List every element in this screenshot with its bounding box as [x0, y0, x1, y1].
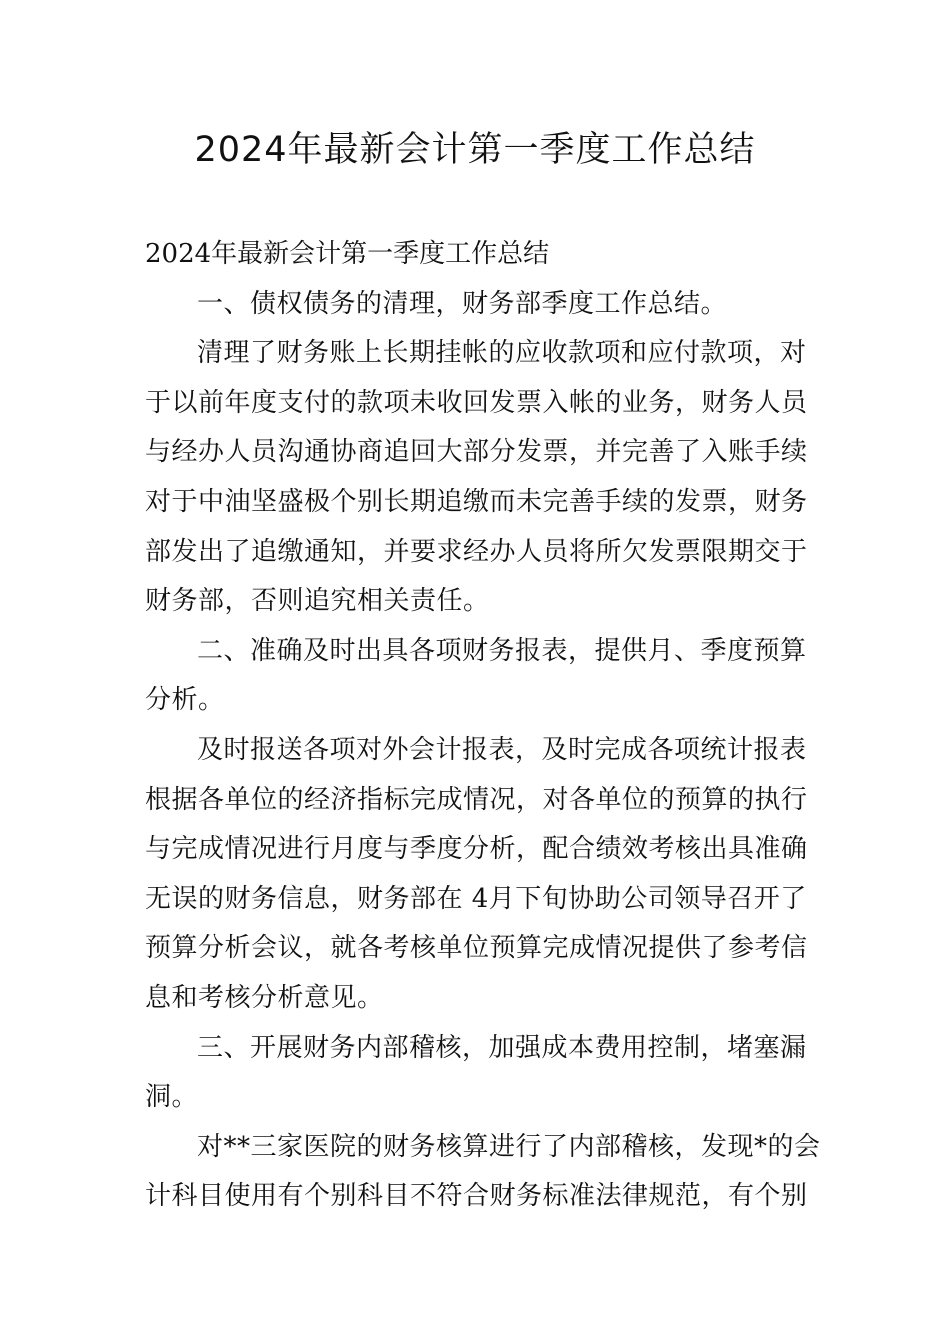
- body-line: 分析。: [145, 685, 225, 716]
- body-line: 一、债权债务的清理，财务部季度工作总结。: [197, 288, 728, 319]
- body-line: 与经办人员沟通协商追回大部分发票，并完善了入账手续: [145, 437, 808, 468]
- body-line: 2024年最新会计第一季度工作总结: [145, 239, 550, 269]
- body-line: 预算分析会议，就各考核单位预算完成情况提供了参考信: [145, 933, 808, 964]
- body-line: 及时报送各项对外会计报表，及时完成各项统计报表: [197, 734, 807, 765]
- body-line: 部发出了追缴通知，并要求经办人员将所欠发票限期交于: [145, 536, 808, 567]
- body-line: 于以前年度支付的款项未收回发票入帐的业务，财务人员: [145, 387, 808, 418]
- document-body: [145, 230, 821, 1222]
- body-line: 与完成情况进行月度与季度分析，配合绩效考核出具准确: [145, 834, 808, 865]
- body-line: 财务部，否则追究相关责任。: [145, 586, 490, 617]
- body-line: 清理了财务账上长期挂帐的应收款项和应付款项，对: [197, 338, 807, 369]
- body-line: 对**三家医院的财务核算进行了内部稽核，发现*的会: [197, 1131, 821, 1162]
- body-line: 三、开展财务内部稽核，加强成本费用控制，堵塞漏: [197, 1032, 807, 1063]
- body-line: 息和考核分析意见。: [145, 982, 384, 1013]
- body-line: 二、准确及时出具各项财务报表，提供月、季度预算: [197, 635, 807, 666]
- body-line: 计科目使用有个别科目不符合财务标准法律规范，有个别: [145, 1181, 808, 1212]
- body-line: 根据各单位的经济指标完成情况，对各单位的预算的执行: [145, 784, 808, 815]
- body-line: 对于中油坚盛极个别长期追缴而未完善手续的发票，财务: [145, 486, 808, 517]
- body-line: 无误的财务信息，财务部在 4月下旬协助公司领导召开了: [145, 883, 807, 914]
- document-title: 2024年最新会计第一季度工作总结: [194, 130, 756, 170]
- body-line: 洞。: [145, 1082, 199, 1113]
